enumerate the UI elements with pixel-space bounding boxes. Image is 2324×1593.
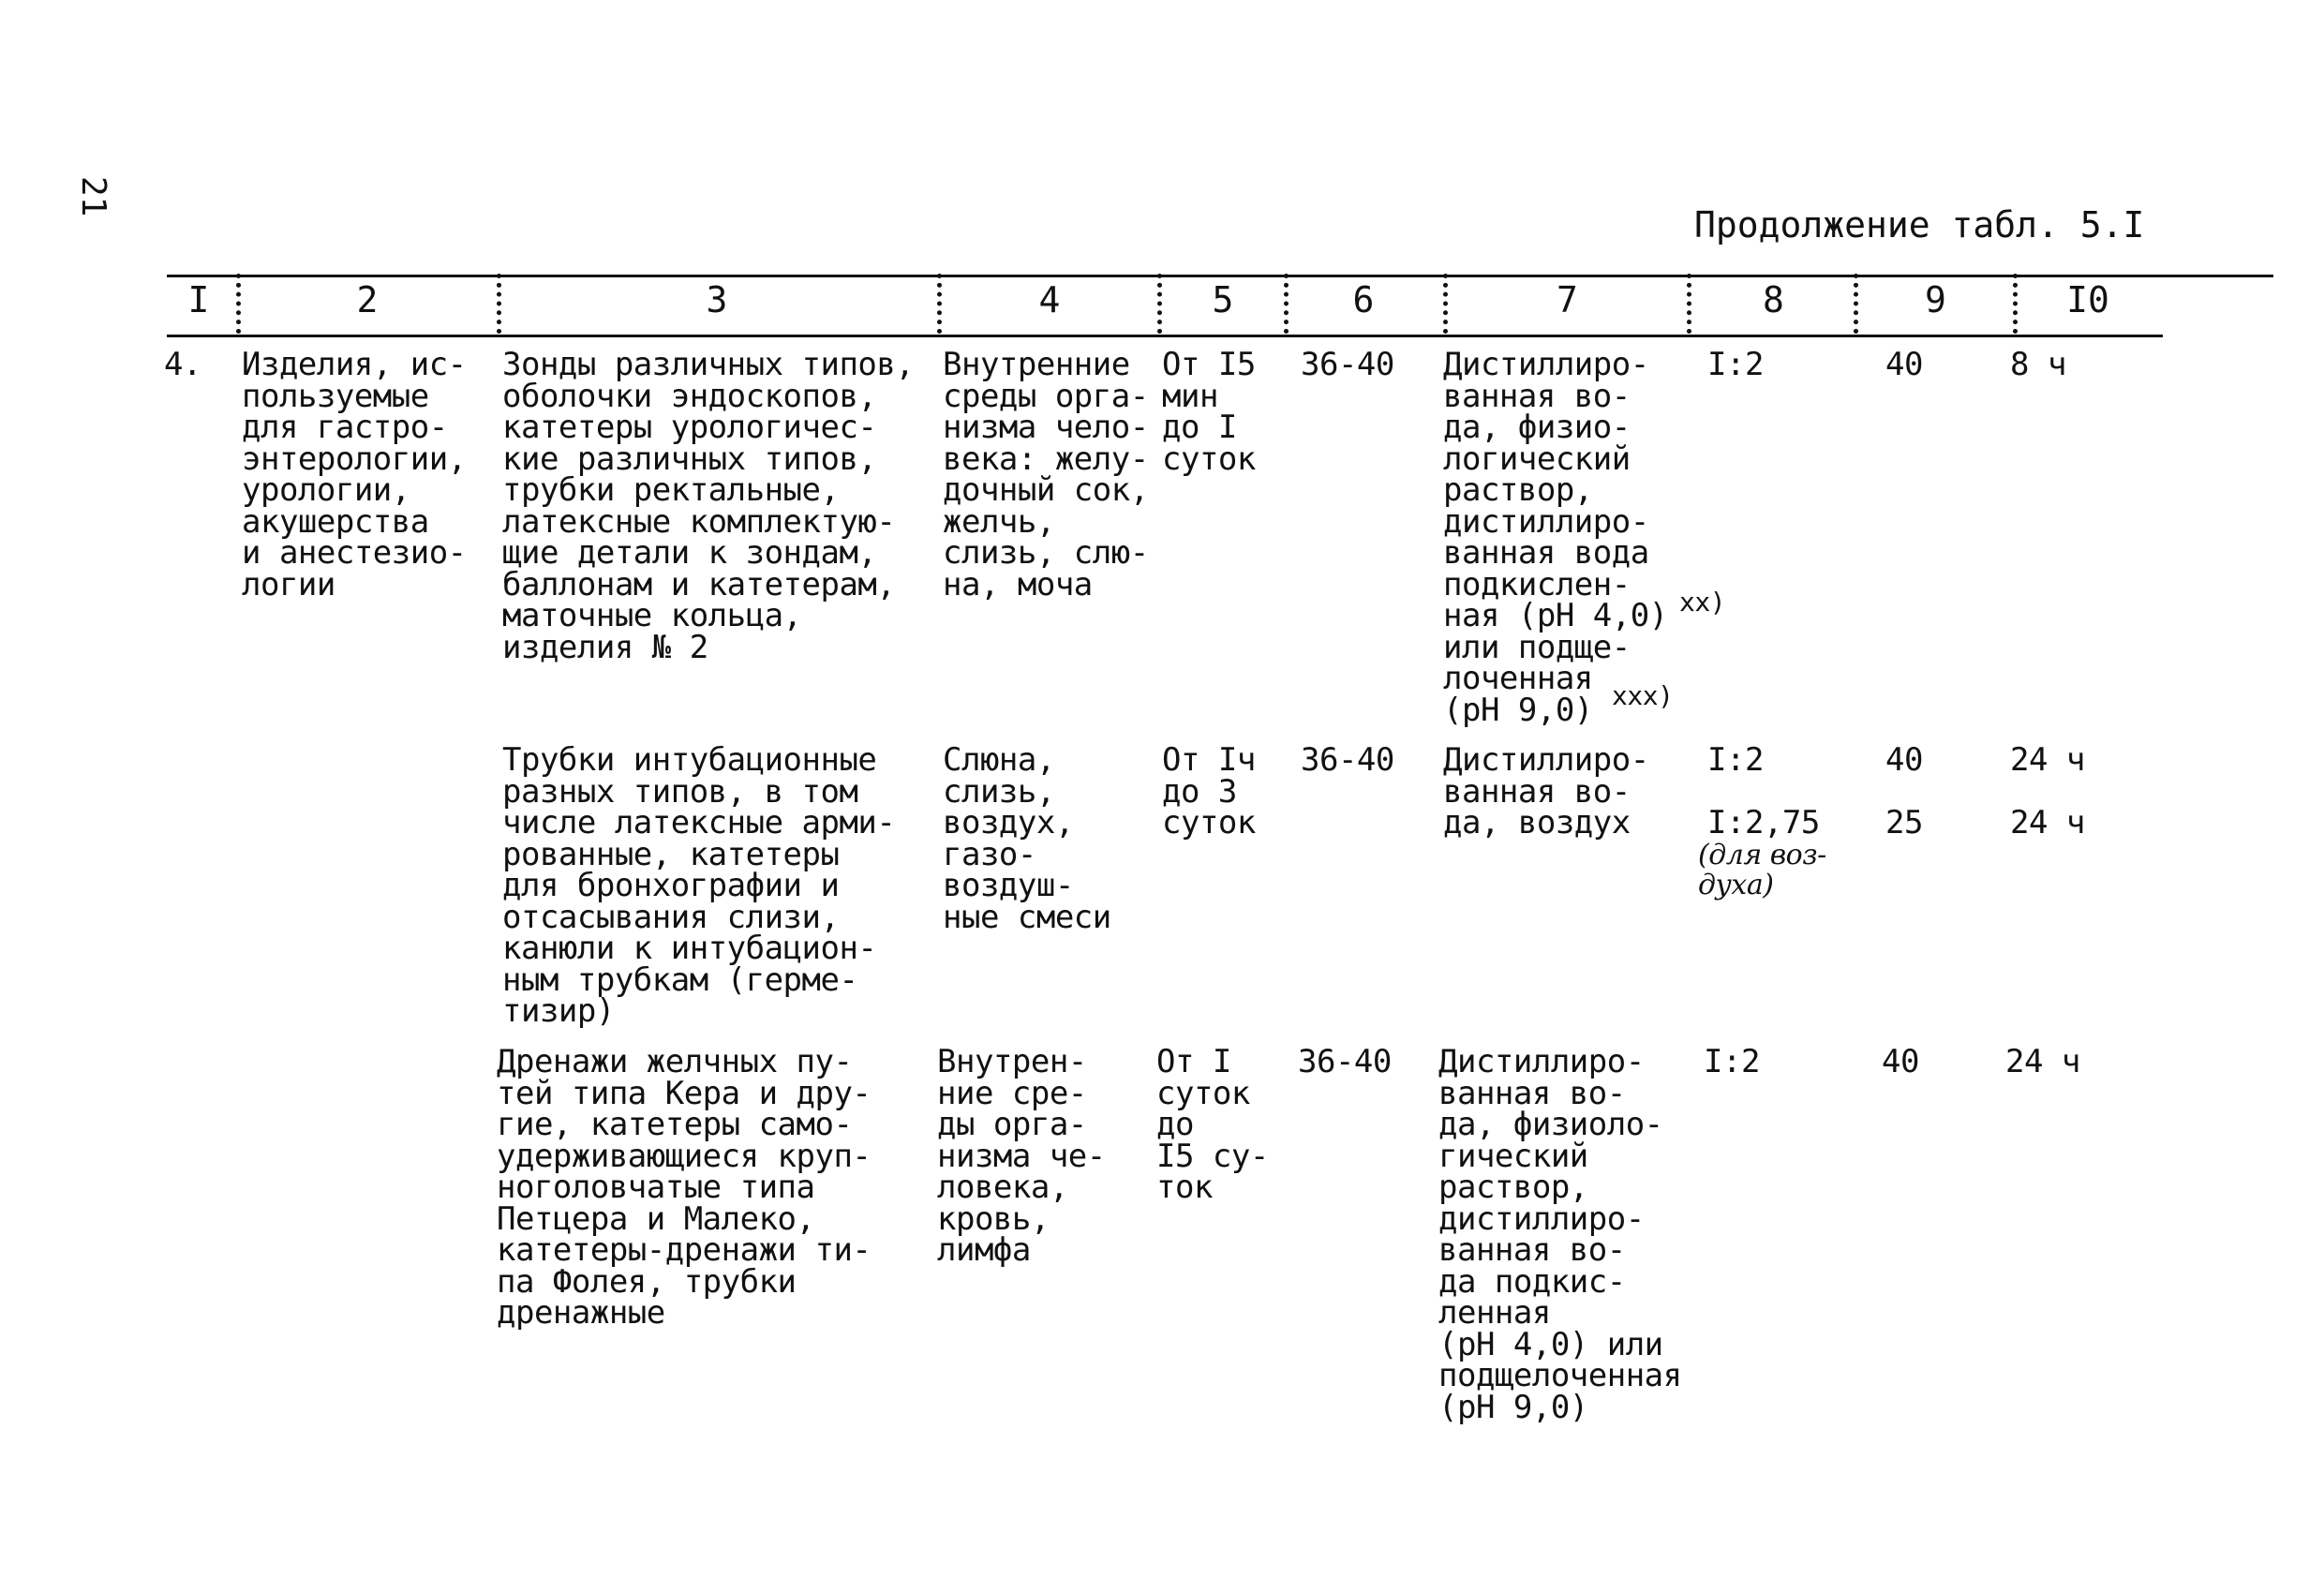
temperature: 36-40 (1301, 346, 1394, 383)
ratio: I:2 (1707, 741, 1764, 779)
products-list: Трубки интубационные разных типов, в том числе латексные арми- рованные, катетеры для бронхографии и отсасывания слизи, канюли к интубацион- ным трубкам (герме- тизир) (502, 741, 896, 1030)
column-separator (1157, 274, 1162, 334)
column-header-6: 6 (1352, 279, 1375, 320)
row-number: 4. (164, 346, 201, 383)
exposure-time: От I суток до I5 су- ток (1156, 1043, 1269, 1206)
environment: Внутренние среды орга- низма чело- века: желу- дочный сок, желчь, слизь, слю- на, моча (943, 346, 1149, 603)
column-header-3: 3 (706, 279, 728, 320)
environment: Внутрен- ние сре- ды орга- низма че- ловека, кровь, лимфа (937, 1043, 1106, 1269)
footnote-mark: xxx) (1612, 680, 1674, 711)
ratio-air: I:2,75 (1707, 804, 1820, 841)
column-header-2: 2 (356, 279, 379, 320)
table-header-rule (167, 335, 2163, 337)
column-separator (937, 274, 942, 334)
ratio: I:2 (1707, 346, 1764, 383)
footnote-mark: xx) (1679, 587, 1726, 618)
test-medium: Дистиллиро- ванная во- да, физиоло- гический раствор, дистиллиро- ванная во- да подкис- ленная (pH 4,0) или подщелоченная (pH 9,0) (1438, 1043, 1682, 1426)
temperature: 36-40 (1301, 741, 1394, 779)
test-duration-air: 24 ч (2010, 804, 2085, 841)
column-separator (2013, 274, 2018, 334)
column-separator (497, 274, 501, 334)
test-temperature: 40 (1885, 346, 1923, 383)
exposure-time: От I5 мин до I суток (1162, 346, 1256, 478)
test-temperature: 40 (1885, 741, 1923, 779)
environment: Слюна, слизь, воздух, газо- воздуш- ные смеси (943, 741, 1111, 936)
test-duration: 8 ч (2010, 346, 2066, 383)
temperature: 36-40 (1298, 1043, 1392, 1080)
products-list: Дренажи желчных пу- тей типа Кера и дру- гие, катетеры само- удерживающиеся круп- ноголовчатые типа Петцера и Малеко, катетеры-дренажи ти- па Фолея, трубки дренажные (497, 1043, 872, 1332)
column-header-1: I (187, 279, 210, 320)
column-header-7: 7 (1557, 279, 1578, 320)
column-separator (1854, 274, 1858, 334)
column-header-4: 4 (1038, 279, 1061, 320)
page-number: 21 (74, 176, 112, 217)
table-caption: Продолжение табл. 5.I (1694, 204, 2145, 246)
handwritten-note: (для воз- духа) (1698, 839, 1826, 901)
test-duration: 24 ч (2010, 741, 2085, 779)
products-list: Зонды различных типов, оболочки эндоскопов, катетеры урологичес- кие различных типов, трубки ректальные, латексные комплектую- щие детали к зондам, баллонам и катетерам, маточные кольца, изделия № 2 (502, 346, 915, 666)
column-separator (1284, 274, 1289, 334)
test-medium: Дистиллиро- ванная во- да, воздух (1443, 741, 1649, 841)
column-header-9: 9 (1925, 279, 1946, 320)
test-temperature: 40 (1882, 1043, 1919, 1080)
exposure-time: От Iч до 3 суток (1162, 741, 1256, 841)
column-separator (1687, 274, 1691, 334)
column-header-8: 8 (1763, 279, 1784, 320)
column-separator (236, 274, 241, 334)
ratio: I:2 (1704, 1043, 1760, 1080)
test-temperature-air: 25 (1885, 804, 1923, 841)
column-header-5: 5 (1212, 279, 1234, 320)
table-top-rule (167, 275, 2273, 277)
product-group: Изделия, ис- пользуемые для гастро- энтерологии, урологии, акушерства и анестезио- логии (242, 346, 467, 603)
test-duration: 24 ч (2005, 1043, 2080, 1080)
test-medium: Дистиллиро- ванная во- да, физио- логический раствор, дистиллиро- ванная вода подкислен- ная (pH 4,0) или подще- лоченная (pH 9,0) (1443, 346, 1668, 729)
column-header-10: I0 (2066, 279, 2109, 320)
column-separator (1443, 274, 1448, 334)
